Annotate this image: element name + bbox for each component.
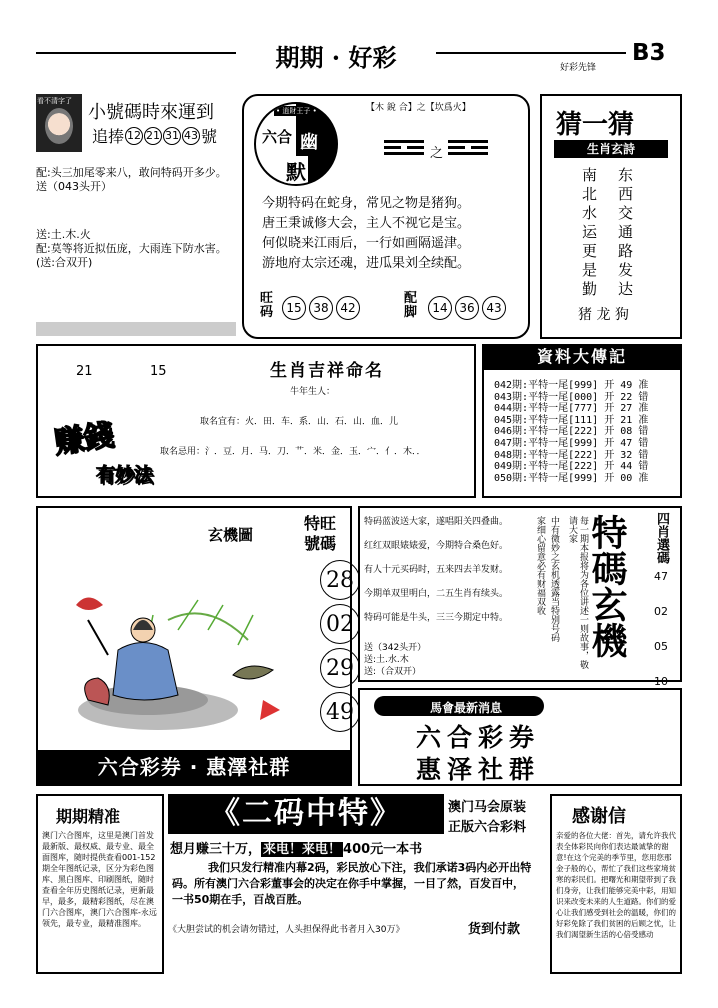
- side-number: 02: [654, 605, 668, 618]
- grey-bar: [36, 322, 236, 336]
- guess-char: 更: [582, 242, 598, 260]
- xuanji-numbers: [320, 560, 360, 732]
- naming-num-b: 15: [150, 364, 167, 379]
- record-text: 平特一尾[999]: [528, 472, 599, 484]
- tip-line: 送（043头开）: [36, 180, 112, 193]
- news-line-2: 惠泽社群: [416, 755, 541, 784]
- wang-number: 38: [309, 296, 333, 320]
- record-num: 44: [620, 461, 633, 473]
- xuanji-banner: 六合彩券 · 惠澤社群: [38, 750, 350, 784]
- xuanji-number: 29: [320, 648, 360, 688]
- record-row: [494, 473, 648, 485]
- ad-side-2: 正版六合彩料: [448, 820, 527, 835]
- poem2-extra: 送:土.水.木: [364, 655, 409, 665]
- pei-number: 14: [428, 296, 452, 320]
- guess-answer: 猪 龙 狗: [578, 307, 629, 323]
- record-issue: 046期:: [494, 426, 529, 438]
- wang-number: 15: [282, 296, 306, 320]
- record-text: 平特一尾[222]: [528, 461, 599, 473]
- record-issue: 049期:: [494, 461, 529, 473]
- chase-row: [92, 124, 217, 147]
- trigram-mid: 之: [430, 146, 444, 161]
- poem2-line: 今期单双里明白，二五生肖有续头。: [364, 589, 509, 599]
- record-result: 错: [638, 461, 649, 473]
- chase-number: 31: [163, 127, 181, 145]
- poem-line: 游地府太宗还魂，进瓜果刘全续配。: [262, 256, 471, 271]
- record-result: 准: [638, 472, 649, 484]
- guess-char: 勤: [582, 280, 598, 298]
- record-row: [494, 450, 648, 462]
- ad-slogan: [170, 838, 422, 857]
- record-issue: 047期:: [494, 437, 529, 449]
- side-number: 47: [654, 570, 668, 583]
- record-result: 准: [638, 414, 649, 426]
- poem2-line: 特码可能是牛头，三三今期定中特。: [364, 613, 509, 623]
- ad-pay: 货到付款: [468, 922, 521, 937]
- tip-line: 送:土.木.火: [36, 228, 91, 241]
- poem2-extra: 送（342头开）: [364, 643, 427, 653]
- seal-char: 幽: [300, 132, 318, 153]
- top-left-section: [36, 94, 236, 339]
- chase-number: 43: [182, 127, 200, 145]
- records-box: [482, 344, 682, 498]
- record-open: 开: [604, 472, 615, 484]
- record-text: 平特一尾[000]: [528, 391, 599, 403]
- precise-title: 期期精准: [56, 807, 121, 826]
- guess-char: 东: [618, 166, 634, 184]
- money-logo-bottom: 有妙法: [96, 464, 154, 486]
- guess-subtitle: 生肖玄詩: [554, 140, 668, 158]
- record-row: [494, 426, 648, 438]
- record-text: 平特一尾[111]: [528, 414, 599, 426]
- records-title: 資料大傳記: [482, 344, 682, 370]
- guess-char: 水: [582, 204, 598, 222]
- record-num: 08: [620, 426, 633, 438]
- guess-char: 达: [618, 280, 634, 298]
- record-text: 平特一尾[777]: [528, 403, 599, 415]
- xuanji-number: 28: [320, 560, 360, 600]
- xuanji-number: 02: [320, 604, 360, 644]
- header-subtitle: 好彩先锋: [560, 63, 597, 73]
- guess-char: 西: [618, 185, 634, 203]
- poem2-line: 有人十元买码时，五来四去羊发财。: [364, 565, 509, 575]
- naming-num-a: 21: [76, 364, 93, 379]
- trigram-caption: 【木 銳 合】之【坎爲火】: [366, 103, 471, 113]
- headline: 小號碼時來運到: [88, 102, 214, 123]
- seal-char: 默: [284, 156, 308, 185]
- record-result: 准: [638, 380, 649, 391]
- side-number: 05: [654, 640, 668, 653]
- naming-row-1: 取名宜有：火．田．车．系．山．石．山．血．儿: [200, 417, 399, 427]
- poem2-line: 红红双眼婊婊爱，今期特合桑色好。: [364, 541, 509, 551]
- chase-number: 12: [125, 127, 143, 145]
- trigram-left: [384, 140, 424, 160]
- record-text: 平特一尾[999]: [528, 380, 599, 391]
- guess-char: 是: [582, 261, 598, 279]
- tip-line: (送:合双开): [36, 256, 93, 269]
- ad-banner: 《二码中特》: [168, 794, 444, 834]
- tip-line: 配:莫等将近拟伍庞，大雨连下防水害。: [36, 242, 227, 255]
- thanks-box: [550, 794, 682, 974]
- guess-char: 南: [582, 166, 598, 184]
- poem-line: 何似晓来江雨后，一行如画隔遥津。: [262, 236, 471, 251]
- seal-top-text: • 逍財王子 •: [276, 107, 317, 115]
- page-title: 期期 · 好彩: [275, 43, 397, 72]
- naming-box: [36, 344, 476, 498]
- record-row: [494, 403, 648, 415]
- record-row: [494, 461, 648, 473]
- poem2-vertical: 中有微妙之玄机透露当特别号码: [549, 516, 559, 642]
- guess-col-2: [618, 166, 633, 299]
- news-line-1: 六合彩券: [416, 723, 541, 752]
- seal-char: 六合: [262, 128, 293, 146]
- avatar-caption: 看不清字了: [37, 97, 72, 105]
- hot-label: 特旺號碼: [303, 514, 336, 553]
- precise-body: 澳门六合图库，这里是澳门首发最新版、最权威、最专业、最全面图库，随时提供查看001-152期全年图纸记录，区分为彩色图库、黑白图库、印刷图纸，随时查看全年历史图纸记录，更新最早，最多，最精彩图纸，尽在澳门六合图库，澳门六合图库-永远领先，最专业，最精准图库。: [42, 831, 157, 928]
- poem-box: [242, 94, 530, 339]
- guess-char: 运: [582, 223, 598, 241]
- avatar-face: [45, 108, 73, 144]
- pei-numbers: [428, 296, 506, 320]
- tema-title: 特碼玄機: [586, 514, 627, 658]
- side-box: [644, 512, 678, 688]
- ad-slogan-c: 400元一本书: [343, 842, 423, 857]
- wang-number: 42: [336, 296, 360, 320]
- side-number: 10: [654, 675, 668, 688]
- wang-label: 旺码: [260, 291, 274, 320]
- xuanji-number: 49: [320, 692, 360, 732]
- precise-box: [36, 794, 164, 974]
- wang-numbers: [282, 296, 360, 320]
- guess-title: 猜一猜: [556, 110, 635, 140]
- guess-char: 交: [618, 204, 634, 222]
- poem-line: 唐王秉诚修大会，主人不视它是宝。: [262, 216, 471, 231]
- news-box: [358, 688, 682, 786]
- xuanji-box: [36, 506, 352, 786]
- page-number: B3: [632, 40, 666, 66]
- thanks-body: 亲爱的各位大佬：首先，请允许我代表全体彩民向你们表达最诚挚的谢意!在这个完美的季节里，您用您那金子般的心，帮忙了我们这些家境贫寒的彩民们。把曙光和期望带到了我们身旁，让我们能够完美中彩，用知识来改变未来的人生道路。你们的爱心让我们感受到社会的温暖，你们的好彩免除了我们贫困的后顾之忧，让我们渴望新生活的心倍受感动: [556, 831, 676, 939]
- xuanji-illustration: [48, 560, 298, 730]
- poem2-line: 特码蓝波送大家，遂唱阳关四叠曲。: [364, 517, 509, 527]
- record-text: 平特一尾[222]: [528, 449, 599, 461]
- record-num: 00: [620, 472, 633, 484]
- chase-suffix: 號: [201, 127, 218, 146]
- record-open: 开: [604, 461, 615, 473]
- record-row: [494, 392, 648, 404]
- tip-line: 配:头三加尾零来八，敢问特码开多少。: [36, 166, 227, 179]
- naming-title: 生肖吉祥命名: [270, 361, 384, 381]
- record-open: 开: [604, 437, 615, 449]
- guess-char: 北: [582, 185, 598, 203]
- record-result: 准: [638, 403, 649, 415]
- guess-char: 发: [618, 261, 634, 279]
- ad-side-1: 澳门马会原装: [448, 800, 527, 815]
- record-open: 开: [604, 403, 615, 415]
- record-issue: 050期:: [494, 472, 529, 484]
- poem2-extra: 送:（合双开）: [364, 667, 422, 677]
- guess-col-1: [582, 166, 597, 299]
- record-result: 错: [638, 426, 649, 438]
- record-open: 开: [604, 380, 615, 391]
- record-num: 32: [620, 449, 633, 461]
- avatar: [36, 94, 82, 152]
- record-row: [494, 415, 648, 427]
- ad-slogan-b: 来电！来电！: [263, 842, 342, 857]
- header-rule-right: [436, 52, 626, 54]
- guess-box: [540, 94, 682, 339]
- record-open: 开: [604, 426, 615, 438]
- record-row: [494, 438, 648, 450]
- ad-slogan-a: 想月赚三十万，: [170, 842, 262, 857]
- pei-label: 配脚: [404, 291, 418, 320]
- record-issue: 044期:: [494, 403, 529, 415]
- record-num: 47: [620, 437, 633, 449]
- record-open: 开: [604, 449, 615, 461]
- ad-section: [168, 794, 546, 974]
- header-rule-left: [36, 52, 236, 54]
- record-text: 平特一尾[999]: [528, 437, 599, 449]
- record-open: 开: [604, 391, 615, 403]
- poem2-vertical: 家细心留意必有财福双收: [535, 516, 545, 615]
- poem-line: 今期特码在蛇身，常见之物是猪狗。: [262, 196, 471, 211]
- naming-sub: 牛年生人：: [290, 387, 336, 397]
- record-issue: 043期:: [494, 391, 529, 403]
- ad-footer: 《大胆尝试的机会请勿错过，人头担保得此书者月入30万》: [168, 925, 405, 935]
- record-result: 错: [638, 449, 649, 461]
- chase-number: 21: [144, 127, 162, 145]
- naming-row-2: 取名忌用：氵．豆．月．马．刀．艹．米．金．玉．宀．亻．木．．: [160, 447, 426, 457]
- record-num: 21: [620, 414, 633, 426]
- record-num: 49: [620, 380, 633, 391]
- record-issue: 048期:: [494, 449, 529, 461]
- side-title: 四肖選碼: [654, 512, 669, 564]
- poem2-box: [358, 506, 682, 688]
- ad-body: 我们只发行精准内幕2码，彩民放心下注，我们承诺3码内必开出特码。所有澳门六合彩董事会的决定在你手中掌握，一目了然，百发百中，一书50期在手，百战百胜。: [172, 861, 532, 906]
- guess-char: 通: [618, 223, 634, 241]
- record-result: 错: [638, 437, 649, 449]
- trigram-right: [448, 140, 488, 160]
- pei-number: 43: [482, 296, 506, 320]
- record-row: [494, 380, 648, 392]
- record-result: 错: [638, 391, 649, 403]
- record-num: 22: [620, 391, 633, 403]
- xuanji-label: 玄機圖: [208, 526, 254, 544]
- thanks-title: 感谢信: [572, 806, 626, 827]
- record-text: 平特一尾[222]: [528, 426, 599, 438]
- record-num: 27: [620, 403, 633, 415]
- news-badge: 馬會最新消息: [430, 701, 503, 715]
- guess-char: 路: [618, 242, 634, 260]
- records-list: [494, 380, 648, 484]
- record-issue: 045期:: [494, 414, 529, 426]
- money-logo-top: 赚錢: [52, 417, 117, 461]
- poem2-vertical: 每一期本报将为各位讲述一则故事，敬请大家: [567, 516, 588, 669]
- record-open: 开: [604, 414, 615, 426]
- record-issue: 042期:: [494, 380, 529, 391]
- yin-yang-seal: [254, 102, 338, 186]
- pei-number: 36: [455, 296, 479, 320]
- chase-label: 追捧: [92, 127, 125, 146]
